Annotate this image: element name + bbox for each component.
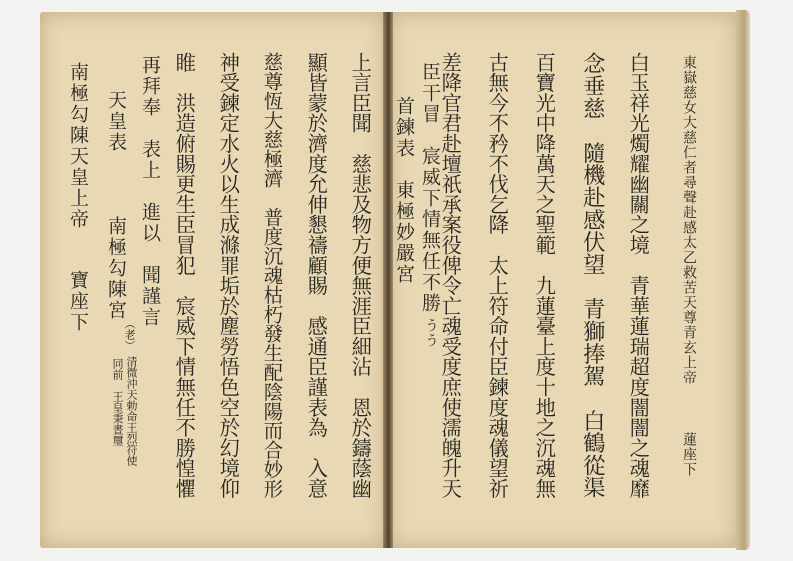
left-col-4: 神受鍊定水火以生成滌罪垢於塵勞悟色空於幻境仰 <box>216 52 241 499</box>
right-col-7: 臣干冒 宸威下情無任不勝 <box>419 62 441 314</box>
book-gutter <box>383 12 393 548</box>
right-col-4: 百寶光中降萬天之聖範 九蓮臺上度十地之沉魂無 <box>532 52 557 499</box>
left-col-7-sig-2: 同前 王皇秉晝璽 <box>111 358 124 446</box>
page-edge <box>736 10 750 550</box>
left-col-3: 慈尊恆大慈極濟 普度沉魂枯朽發生配陰陽而合妙形 <box>260 52 284 499</box>
left-col-2: 顯皆蒙於濟度允伸懇禱顧賜 感通臣謹表為 入意 <box>304 52 329 499</box>
left-col-7-seal: （老） <box>123 318 136 351</box>
left-col-5: 睢 洪造俯賜更生臣冒犯 宸威下情無任不勝惶懼 <box>172 52 197 499</box>
right-col-2: 白玉祥光燭耀幽關之境 青華蓮瑞超度闇闇之魂靡 <box>626 52 651 499</box>
right-col-1-end: 蓮座下 <box>681 432 697 477</box>
left-col-8-title: 南極勾陳天皇上帝 <box>67 62 89 230</box>
left-col-6: 再拜奉 表上 進以 聞謹言 <box>139 55 161 328</box>
right-col-1-heading: 東嶽慈女大慈仁者尋聲赴感太乙救苦天尊青玄上帝 <box>681 55 697 385</box>
left-col-7-b: 南極勾陳宮 <box>105 216 127 321</box>
right-col-5: 古無今不矜不伐乞降 太上符命付臣鍊度魂儀望祈 <box>485 52 510 499</box>
left-col-7-sig-1: 清微沖天勅命王烈符使 <box>125 356 138 466</box>
left-col-1: 上言臣聞 慈悲及物方便無涯臣細沾 恩於鑄蔭幽 <box>348 52 373 499</box>
right-col-6: 差降官君赴壇祇承案役俾令亡魂受度庶使濡魄升天 <box>438 52 463 499</box>
left-col-7-a: 天皇表 <box>105 90 127 153</box>
left-col-8-end: 寶座下 <box>67 270 89 333</box>
right-col-3: 念垂慈 隨機赴感伏望 青獅捧駕 白鶴從渠 <box>579 52 606 499</box>
left-page <box>40 12 386 548</box>
right-col-7-note: うう <box>423 318 439 348</box>
right-col-8-title: 首鍊表 東極妙嚴宮 <box>393 96 415 285</box>
